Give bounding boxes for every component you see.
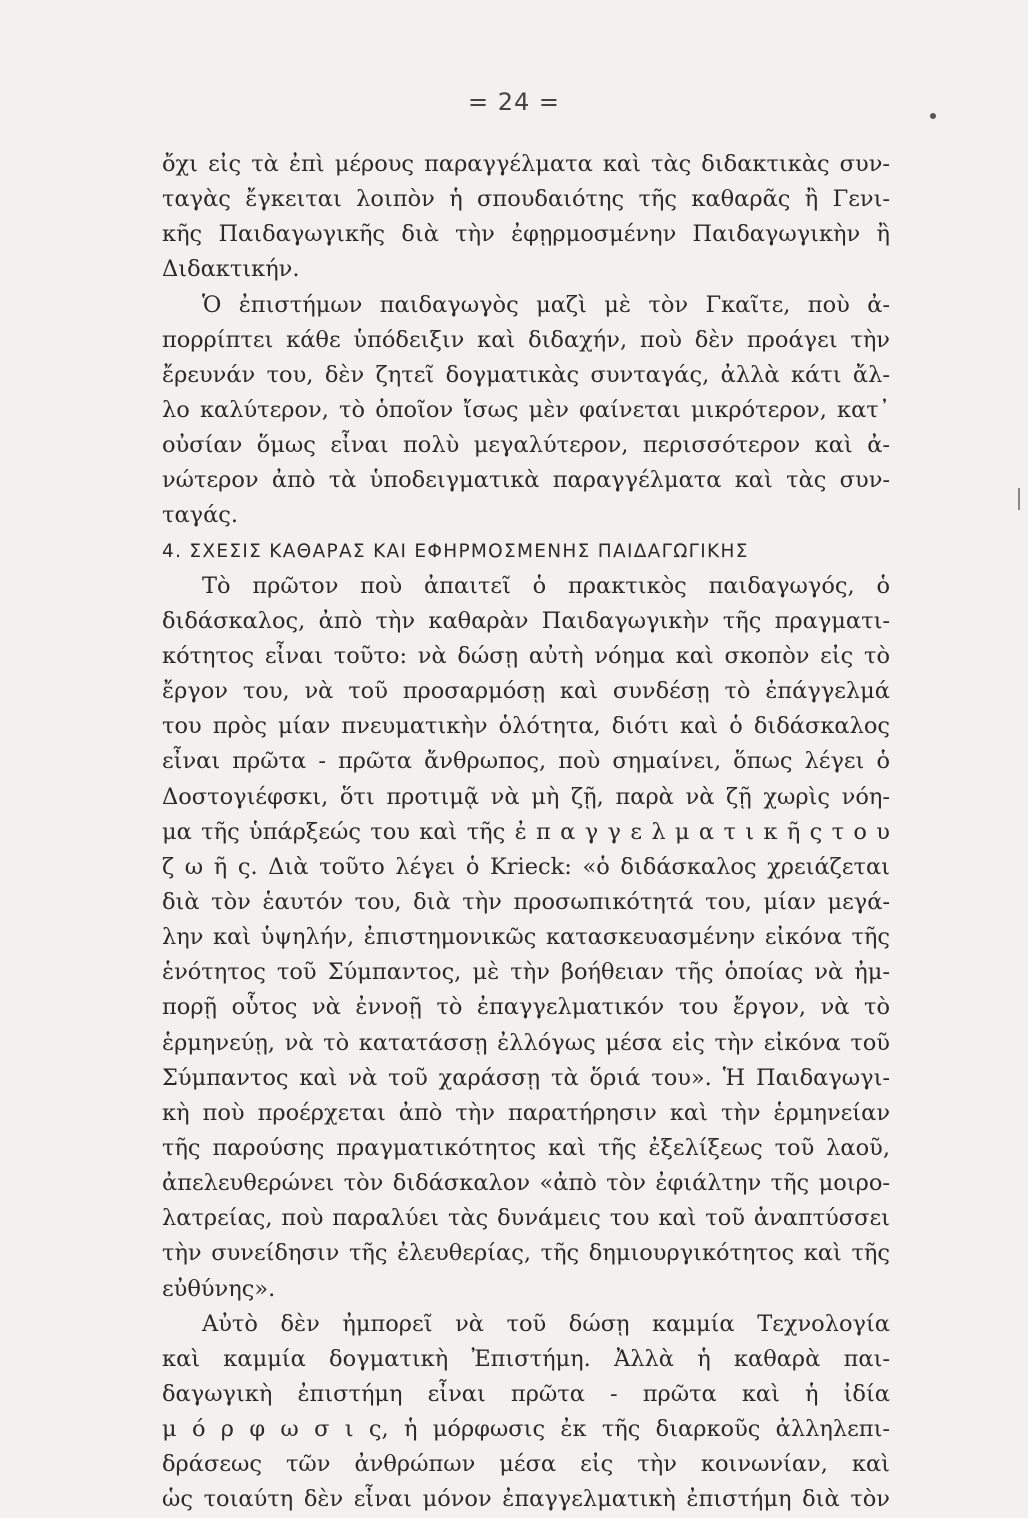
text-line: ἑνότητος τοῦ Σύμπαντος, μὲ τὴν βοήθειαν τῆς ὁποίας νὰ ἠμ- xyxy=(162,959,890,986)
text-line: ὡς τοιαύτη δὲν εἶναι μόνον ἐπαγγελματικὴ ἐπιστήμη διὰ τὸν xyxy=(162,1486,890,1513)
text-line: τὴν συνείδησιν τῆς ἐλευθερίας, τῆς δημιουργικότητος καὶ τῆς xyxy=(162,1240,890,1267)
text-line: Δοστογιέφσκι, ὅτι προτιμᾷ νὰ μὴ ζῇ, παρὰ νὰ ζῇ χωρὶς νόη- xyxy=(162,783,890,810)
text-line: ταγάς. xyxy=(162,502,239,529)
text-line: δαγωγικὴ ἐπιστήμη εἶναι πρῶτα - πρῶτα καὶ ἡ ἰδία xyxy=(162,1380,890,1407)
text-line: ἑρμηνεύῃ, νὰ τὸ κατατάσσῃ ἐλλόγως μέσα εἰς τὴν εἰκόνα τοῦ xyxy=(162,1029,890,1056)
text-line: οὐσίαν ὅμως εἶναι πολὺ μεγαλύτερον, περισσότερον καὶ ἀ- xyxy=(162,432,890,459)
text-line: Σύμπαντος καὶ νὰ τοῦ χαράσσῃ τὰ ὅριά του». Ἡ Παιδαγωγι- xyxy=(162,1064,890,1091)
text-line: ἔργον του, νὰ τοῦ προσαρμόσῃ καὶ συνδέσῃ τὸ ἐπάγγελμά xyxy=(162,678,890,705)
text-line: πορρίπτει κάθε ὑπόδειξιν καὶ διδαχήν, ποὺ δὲν προάγει τὴν xyxy=(162,326,890,353)
text-line: εἶναι πρῶτα - πρῶτα ἄνθρωπος, ποὺ σημαίνει, ὅπως λέγει ὁ xyxy=(162,748,890,775)
text-line: ὄχι εἰς τὰ ἐπὶ μέρους παραγγέλματα καὶ τὰς διδακτικὰς συν- xyxy=(162,151,890,177)
text-line: κῆς Παιδαγωγικῆς διὰ τὴν ἐφῃρμοσμένην Παιδαγωγικὴν ἢ xyxy=(162,221,890,248)
text-line: διδάσκαλος, ἀπὸ τὴν καθαρὰν Παιδαγωγικὴν τῆς πραγματι- xyxy=(162,607,890,634)
text-line: λο καλύτερον, τὸ ὁποῖον ἴσως μὲν φαίνεται μικρότερον, κατ᾽ xyxy=(162,396,890,423)
text-line: κότητος εἶναι τοῦτο: νὰ δώσῃ αὐτὴ νόημα καὶ σκοπὸν εἰς τὸ xyxy=(162,642,890,669)
text-line: μα τῆς ὑπάρξεώς του καὶ τῆς ἐ π α γ γ ε λ μ α τ ι κ ῆ ς τ ο υ xyxy=(162,818,890,845)
section-heading: 4. ΣΧΕΣΙΣ ΚΑΘΑΡΑΣ ΚΑΙ ΕΦΗΡΜΟΣΜΕΝΗΣ ΠΑΙΔΑΓΩΓΙΚΗΣ xyxy=(162,540,749,562)
text-line: διὰ τὸν ἑαυτόν του, διὰ τὴν προσωπικότητά του, μίαν μεγά- xyxy=(162,888,890,915)
text-line: δράσεως τῶν ἀνθρώπων μέσα εἰς τὴν κοινωνίαν, καὶ xyxy=(162,1451,890,1478)
text-line: Διδακτικήν. xyxy=(162,256,300,283)
page-number: = 24 = xyxy=(467,88,560,116)
text-line: λατρείας, ποὺ παραλύει τὰς δυνάμεις του καὶ τοῦ ἀναπτύσσει xyxy=(162,1205,890,1232)
text-line: ἀπελευθερώνει τὸν διδάσκαλον «ἀπὸ τὸν ἐφιάλτην τῆς μοιρο- xyxy=(162,1170,890,1197)
text-line: εὐθύνης». xyxy=(162,1275,276,1302)
text-line: πορῇ οὗτος νὰ ἐννοῇ τὸ ἐπαγγελματικόν του ἔργον, νὰ τὸ xyxy=(162,994,890,1021)
paragraph-start-line: Τὸ πρῶτον ποὺ ἀπαιτεῖ ὁ πρακτικὸς παιδαγωγός, ὁ xyxy=(202,572,890,599)
text-line: καὶ καμμία δογματικὴ Ἐπιστήμη. Ἀλλὰ ἡ καθαρὰ παι- xyxy=(162,1345,890,1372)
text-line: ταγὰς ἔγκειται λοιπὸν ἡ σπουδαιότης τῆς καθαρᾶς ἢ Γενι- xyxy=(162,186,890,213)
paragraph-start-line: Αὐτὸ δὲν ἠμπορεῖ νὰ τοῦ δώσῃ καμμία Τεχνολογία xyxy=(202,1310,890,1337)
text-line: ἔρευνάν του, δὲν ζητεῖ δογματικὰς συνταγάς, ἀλλὰ κάτι ἄλ- xyxy=(162,361,890,388)
text-line: του πρὸς μίαν πνευματικὴν ὁλότητα, διότι καὶ ὁ διδάσκαλος xyxy=(162,713,890,740)
paragraph-start-line: Ὁ ἐπιστήμων παιδαγωγὸς μαζὶ μὲ τὸν Γκαῖτε, ποὺ ἀ- xyxy=(202,291,890,318)
body-text xyxy=(162,147,890,1517)
page-edge-mark xyxy=(1018,488,1020,510)
text-line: ζ ω ῆ ς. Διὰ τοῦτο λέγει ὁ Krieck: «ὁ διδάσκαλος χρειάζεται xyxy=(162,853,890,880)
text-line: νώτερον ἀπὸ τὰ ὑποδειγματικὰ παραγγέλματα καὶ τὰς συν- xyxy=(162,467,890,494)
text-line: λην καὶ ὑψηλήν, ἐπιστημονικῶς κατασκευασμένην εἰκόνα τῆς xyxy=(162,924,890,951)
text-line: τῆς παρούσης πραγματικότητος καὶ τῆς ἐξελίξεως τοῦ λαοῦ, xyxy=(162,1134,890,1161)
ink-spot xyxy=(930,113,936,119)
text-line: μ ό ρ φ ω σ ι ς, ἡ μόρφωσις ἐκ τῆς διαρκοῦς ἀλληλεπι- xyxy=(162,1416,890,1443)
text-line: κὴ ποὺ προέρχεται ἀπὸ τὴν παρατήρησιν καὶ τὴν ἑρμηνείαν xyxy=(162,1099,890,1126)
